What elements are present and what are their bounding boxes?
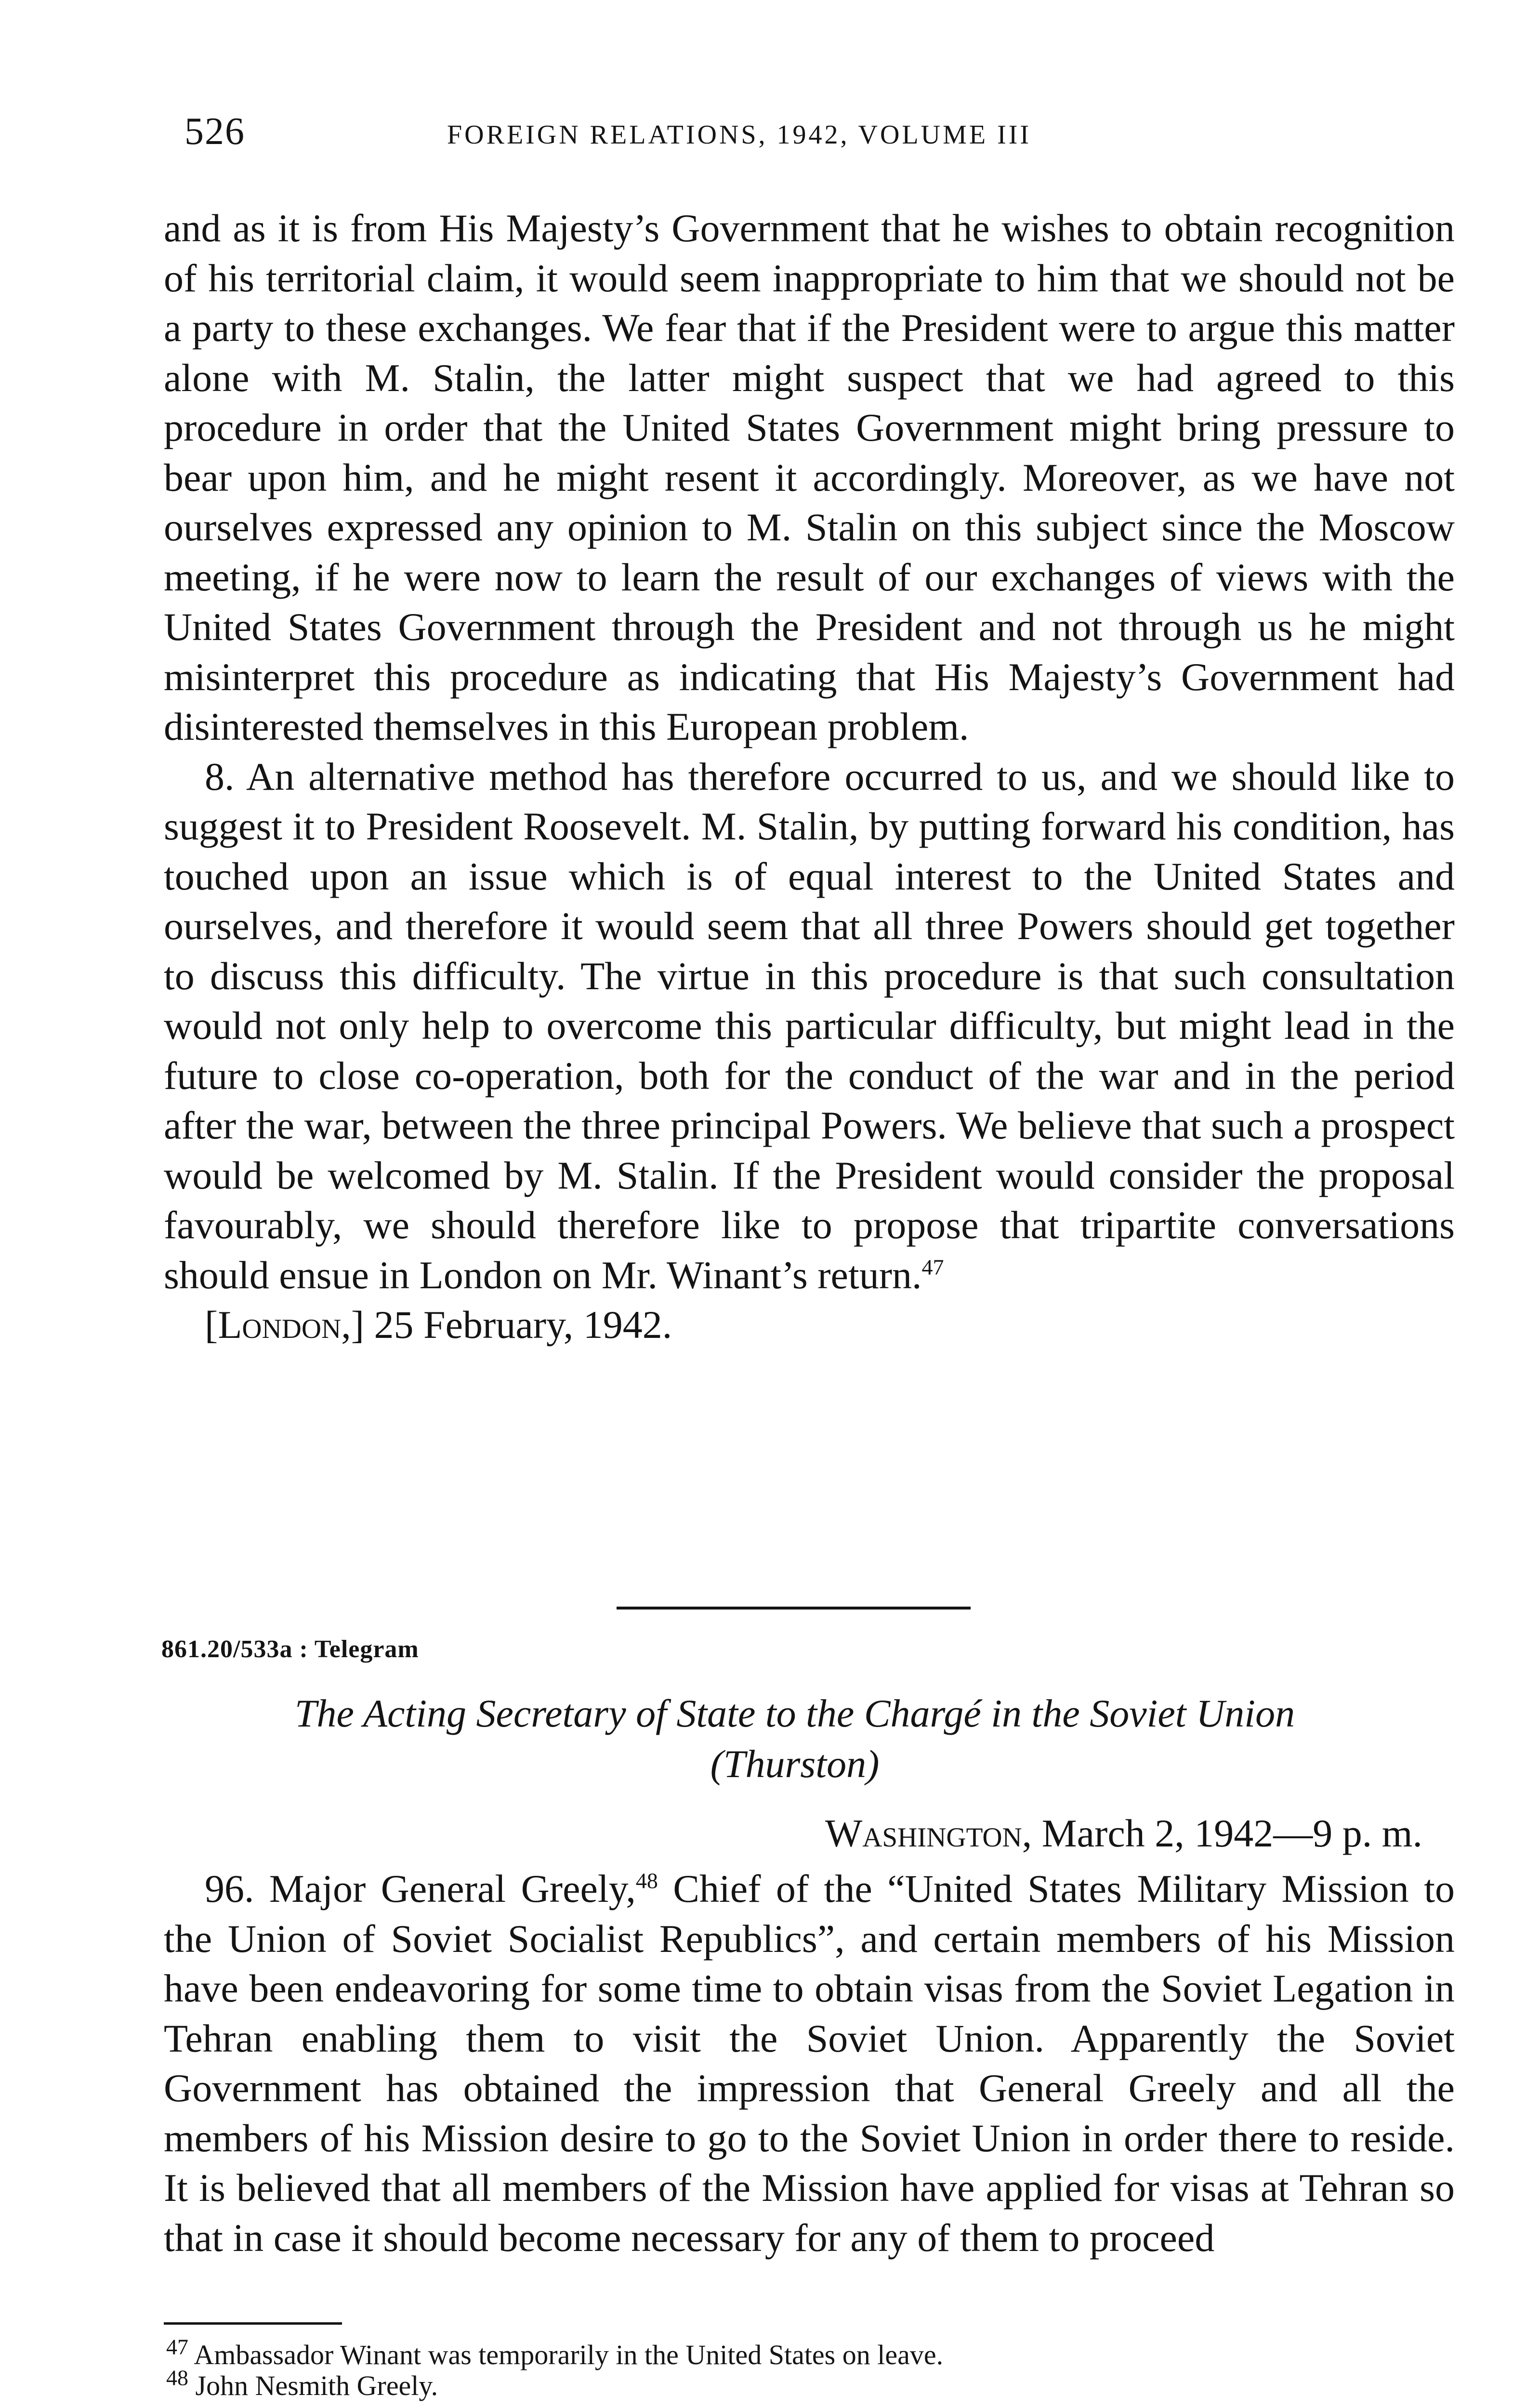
document-title-line-2: (Thurston) xyxy=(710,1742,880,1786)
footnotes xyxy=(166,2334,1443,2401)
document-title xyxy=(145,1688,1445,1789)
footnote-text: John Nesmith Greely. xyxy=(195,2370,438,2401)
footnote-rule xyxy=(164,2322,342,2325)
letter-dateline xyxy=(164,1300,1455,1350)
dateline-place: London xyxy=(218,1303,342,1347)
footnote-47 xyxy=(166,2334,1443,2370)
page-header xyxy=(184,110,1263,163)
footnote-ref-47: 47 xyxy=(921,1255,944,1280)
paragraph-96-start: 96. Major General Greely, xyxy=(205,1867,636,1911)
continued-letter xyxy=(164,203,1455,1350)
telegram-dateline xyxy=(825,1811,1422,1856)
footnote-ref-48: 48 xyxy=(635,1868,658,1893)
footnote-marker: 47 xyxy=(166,2334,188,2359)
footnote-text: Ambassador Winant was temporarily in the United States on leave. xyxy=(194,2339,944,2370)
paragraph-continued: and as it is from His Majesty’s Government that he wishes to obtain recognition of his territorial claim, it would seem inappropriate to him that we should not be a party to these exchanges. We fear that if the President were to argue this matter alone with M. Stalin, the latter might suspect that we had agreed to this procedure in order that the United States Government might bring pressure to bear upon him, and he might resent it accordingly. Moreover, as we have not ourselves expressed any opinion to M. Stalin on this subject since the Moscow meeting, if he were now to learn the result of our exchanges of views with the United States Government through the President and not through us he might misinterpret this procedure as indicating that His Majesty’s Government had disinterested themselves in this European problem. xyxy=(164,206,1455,748)
document-title-line-1: The Acting Secretary of State to the Chargé in the Soviet Union xyxy=(294,1691,1295,1735)
paragraph-96-rest: Chief of the “United States Military Mission to the Union of Soviet Socialist Republics”, and certain members of his Mission have been endeavoring for some time to obtain visas from the Soviet Legation in Tehran enabling them to visit the Soviet Union. Apparently the Soviet Government has obtained the impression that General Greely and all the members of his Mission desire to go to the Soviet Union in order there to reside. It is believed that all members of the Mission have applied for visas at Tehran so that in case it should become necessary for any of them to proceed xyxy=(164,1867,1455,2260)
running-head: FOREIGN RELATIONS, 1942, VOLUME III xyxy=(447,120,1032,150)
paragraph-8-text: 8. An alternative method has therefore occurred to us, and we should like to suggest it to President Roosevelt. M. Stalin, by putting forward his condition, has touched upon an issue which is of equal interest to the United States and ourselves, and therefore it would seem that all three Powers should get together to discuss this difficulty. The virtue in this procedure is that such consultation would not only help to overcome this particular difficulty, but might lead in the future to close co-operation, both for the conduct of the war and in the period after the war, between the three principal Powers. We believe that such a prospect would be welcomed by M. Stalin. If the President would consider the proposal favourably, we should therefore like to propose that tripartite conversations should ensue in London on Mr. Winant’s return. xyxy=(164,754,1455,1297)
footnote-48 xyxy=(166,2365,1443,2401)
dateline-date: ,] 25 February, 1942. xyxy=(341,1303,672,1347)
footnote-marker: 48 xyxy=(166,2365,188,2390)
file-reference: 861.20/533a : Telegram xyxy=(161,1636,419,1663)
section-divider xyxy=(617,1607,971,1610)
telegram-dateline-place: Washington xyxy=(825,1811,1022,1855)
paragraph-96 xyxy=(164,1864,1455,2263)
paragraph-8 xyxy=(164,752,1455,1300)
telegram-dateline-date: , March 2, 1942—9 p. m. xyxy=(1022,1811,1422,1855)
dateline-bracket: [ xyxy=(205,1303,218,1347)
telegram-body xyxy=(164,1864,1455,2263)
page-number: 526 xyxy=(184,110,245,153)
